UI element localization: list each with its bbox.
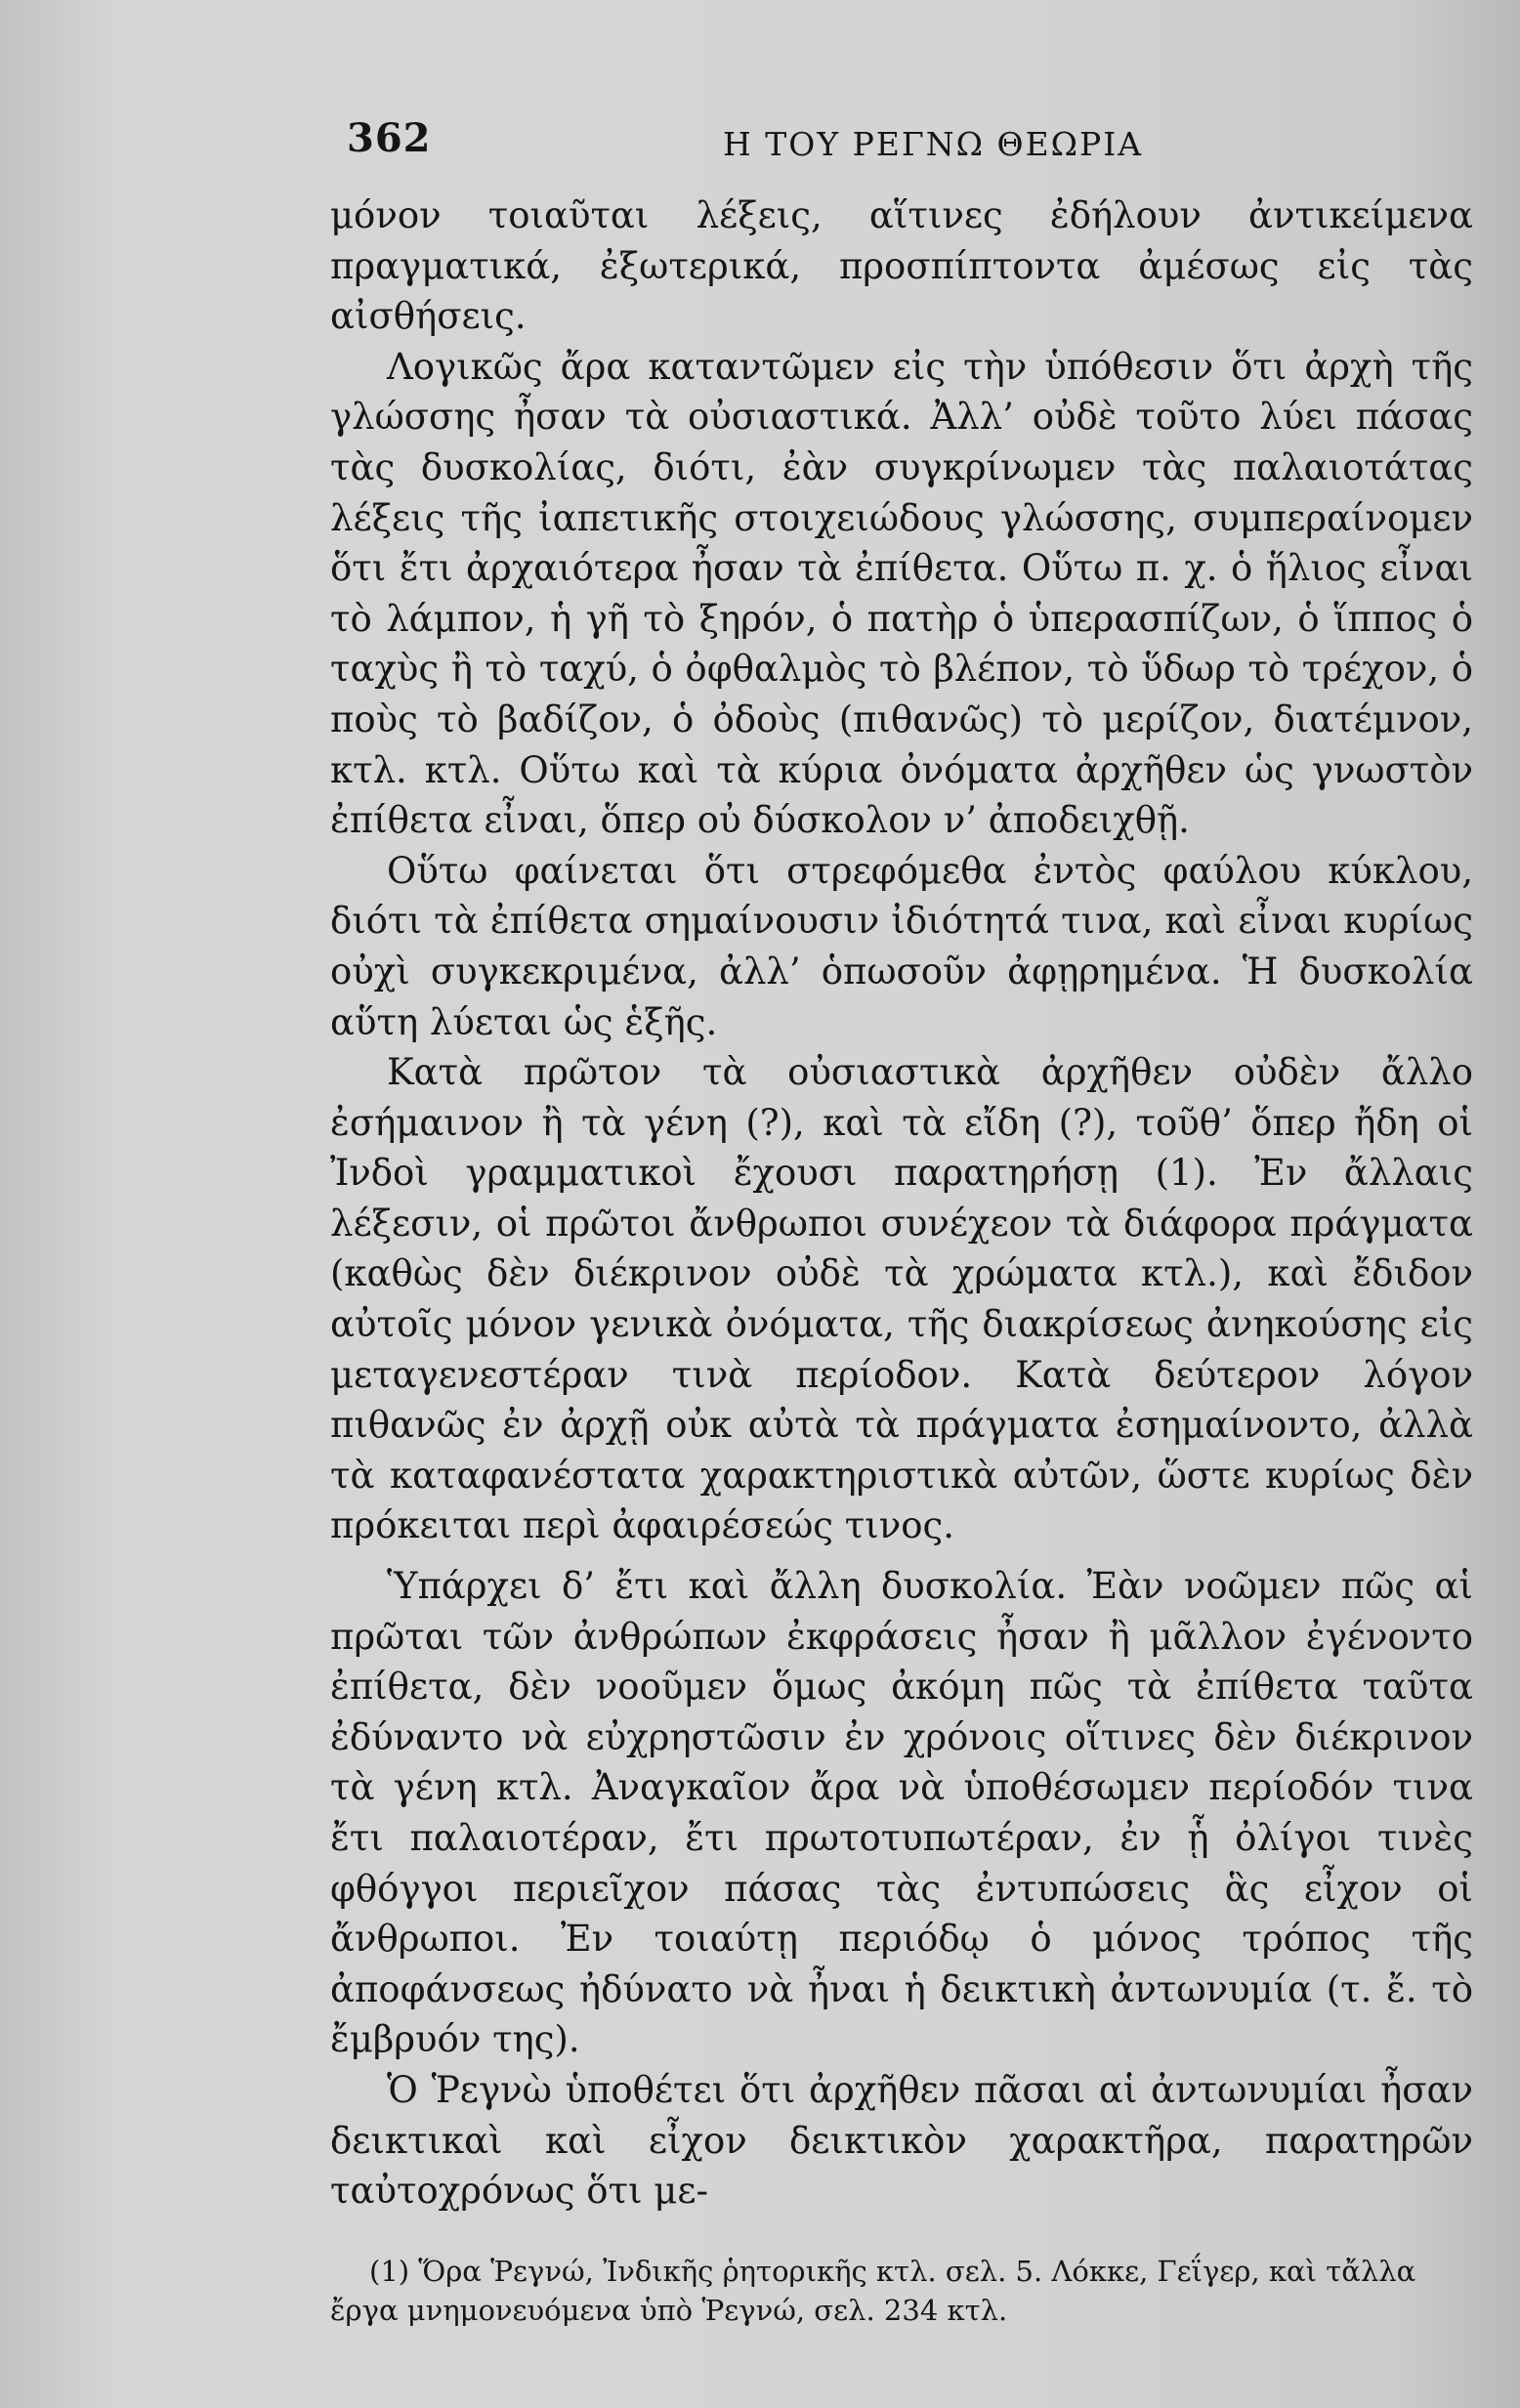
paragraph: Λογικῶς ἄρα καταντῶμεν εἰς τὴν ὑπόθεσιν ὅτι ἀρχὴ τῆς γλώσσης ἦσαν τὰ οὐσιαστικά. Ἀλλ’ οὐδὲ τοῦτο λύει πάσας τὰς δυσκολίας, διότι, ἐὰν συγκρίνωμεν τὰς παλαιοτάτας λέξεις τῆς ἰαπετικῆς στοιχειώδους γλώσσης, συμπεραίνομεν ὅτι ἔτι ἀρχαιότερα ἦσαν τὰ ἐπίθετα. Οὕτω π. χ. ὁ ἥλιος εἶναι τὸ λάμπον, ἡ γῆ τὸ ξηρόν, ὁ πατὴρ ὁ ὑπερασπίζων, ὁ ἵππος ὁ ταχὺς ἢ τὸ ταχύ, ὁ ὀφθαλμὸς τὸ βλέπον, τὸ ὕδωρ τὸ τρέχον, ὁ ποὺς τὸ βαδίζον, ὁ ὀδοὺς (πιθανῶς) τὸ μερίζον, διατέμνον, κτλ. κτλ. Οὕτω καὶ τὰ κύρια ὀνόματα ἀρχῆθεν ὡς γνωστὸν ἐπίθετα εἶναι, ὅπερ οὐ δύσκολον ν’ ἀποδειχθῇ. [330,345,1473,842]
body-text [330,190,1473,2217]
paragraph: Ὁ Ῥεγνὼ ὑποθέτει ὅτι ἀρχῆθεν πᾶσαι αἱ ἀντωνυμίαι ἦσαν δεικτικαὶ καὶ εἶχον δεικτικὸν χαρακτῆρα, παρατηρῶν ταὐτοχρόνως ὅτι με- [330,2068,1473,2213]
paragraph: Κατὰ πρῶτον τὰ οὐσιαστικὰ ἀρχῆθεν οὐδὲν ἄλλο ἐσήμαινον ἢ τὰ γένη (?), καὶ τὰ εἴδη (?), τοῦθ’ ὅπερ ἤδη οἱ Ἰνδοὶ γραμματικοὶ ἔχουσι παρατηρήσῃ (1). Ἐν ἄλλαις λέξεσιν, οἱ πρῶτοι ἄνθρωποι συνέχεον τὰ διάφορα πράγματα (καθὼς δὲν διέκρινον οὐδὲ τὰ χρώματα κτλ.), καὶ ἔδιδον αὐτοῖς μόνον γενικὰ ὀνόματα, τῆς διακρίσεως ἀνηκούσης εἰς μεταγενεστέραν τινὰ περίοδον. Κατὰ δεύτερον λόγον πιθανῶς ἐν ἀρχῇ οὐκ αὐτὰ τὰ πράγματα ἐσημαίνοντο, ἀλλὰ τὰ καταφανέστατα χαρακτηριστικὰ αὐτῶν, ὥστε κυρίως δὲν πρόκειται περὶ ἀφαιρέσεώς τινος. [330,1051,1473,1547]
paragraph-continuation: μόνον τοιαῦται λέξεις, αἵτινες ἐδήλουν ἀντικείμενα πραγματικά, ἐξωτερικά, προσπίπτοντα ἀμέσως εἰς τὰς αἰσθήσεις. [330,194,1473,338]
paragraph: Οὕτω φαίνεται ὅτι στρεφόμεθα ἐντὸς φαύλου κύκλου, διότι τὰ ἐπίθετα σημαίνουσιν ἰδιότητά τινα, καὶ εἶναι κυρίως οὐχὶ συγκεκριμένα, ἀλλ’ ὁπωσοῦν ἀφῃρημένα. Ἡ δυσκολία αὕτη λύεται ὡς ἑξῆς. [330,849,1473,1043]
footnotes [330,2252,1473,2330]
footnote: (1) Ὅρα Ῥεγνώ, Ἰνδικῆς ῥητορικῆς κτλ. σελ. 5. Λόκκε, Γεΐγερ, καὶ τἄλλα ἔργα μνημονευόμενα ὑπὸ Ῥεγνώ, σελ. 234 κτλ. [330,2255,1416,2327]
page-number: 362 [347,115,432,161]
page-header [0,115,1520,174]
paragraph: Ὑπάρχει δ’ ἔτι καὶ ἄλλη δυσκολία. Ἐὰν νοῶμεν πῶς αἱ πρῶται τῶν ἀνθρώπων ἐκφράσεις ἦσαν ἢ μᾶλλον ἐγένοντο ἐπίθετα, δὲν νοοῦμεν ὅμως ἀκόμη πῶς τὰ ἐπίθετα ταῦτα ἐδύναντο νὰ εὐχρηστῶσιν ἐν χρόνοις οἵτινες δὲν διέκρινον τὰ γένη κτλ. Ἀναγκαῖον ἄρα νὰ ὑποθέσωμεν περίοδόν τινα ἔτι παλαιοτέραν, ἔτι πρωτοτυπωτέραν, ἐν ᾗ ὀλίγοι τινὲς φθόγγοι περιεῖχον πάσας τὰς ἐντυπώσεις ἃς εἶχον οἱ ἄνθρωποι. Ἐν τοιαύτῃ περιόδῳ ὁ μόνος τρόπος τῆς ἀποφάνσεως ἠδύνατο νὰ ἦναι ἡ δεικτικὴ ἀντωνυμία (τ. ἔ. τὸ ἔμβρυόν της). [330,1565,1473,2061]
running-title: Η ΤΟΥ ΡΕΓΝΩ ΘΕΩΡΙΑ [723,125,1144,163]
